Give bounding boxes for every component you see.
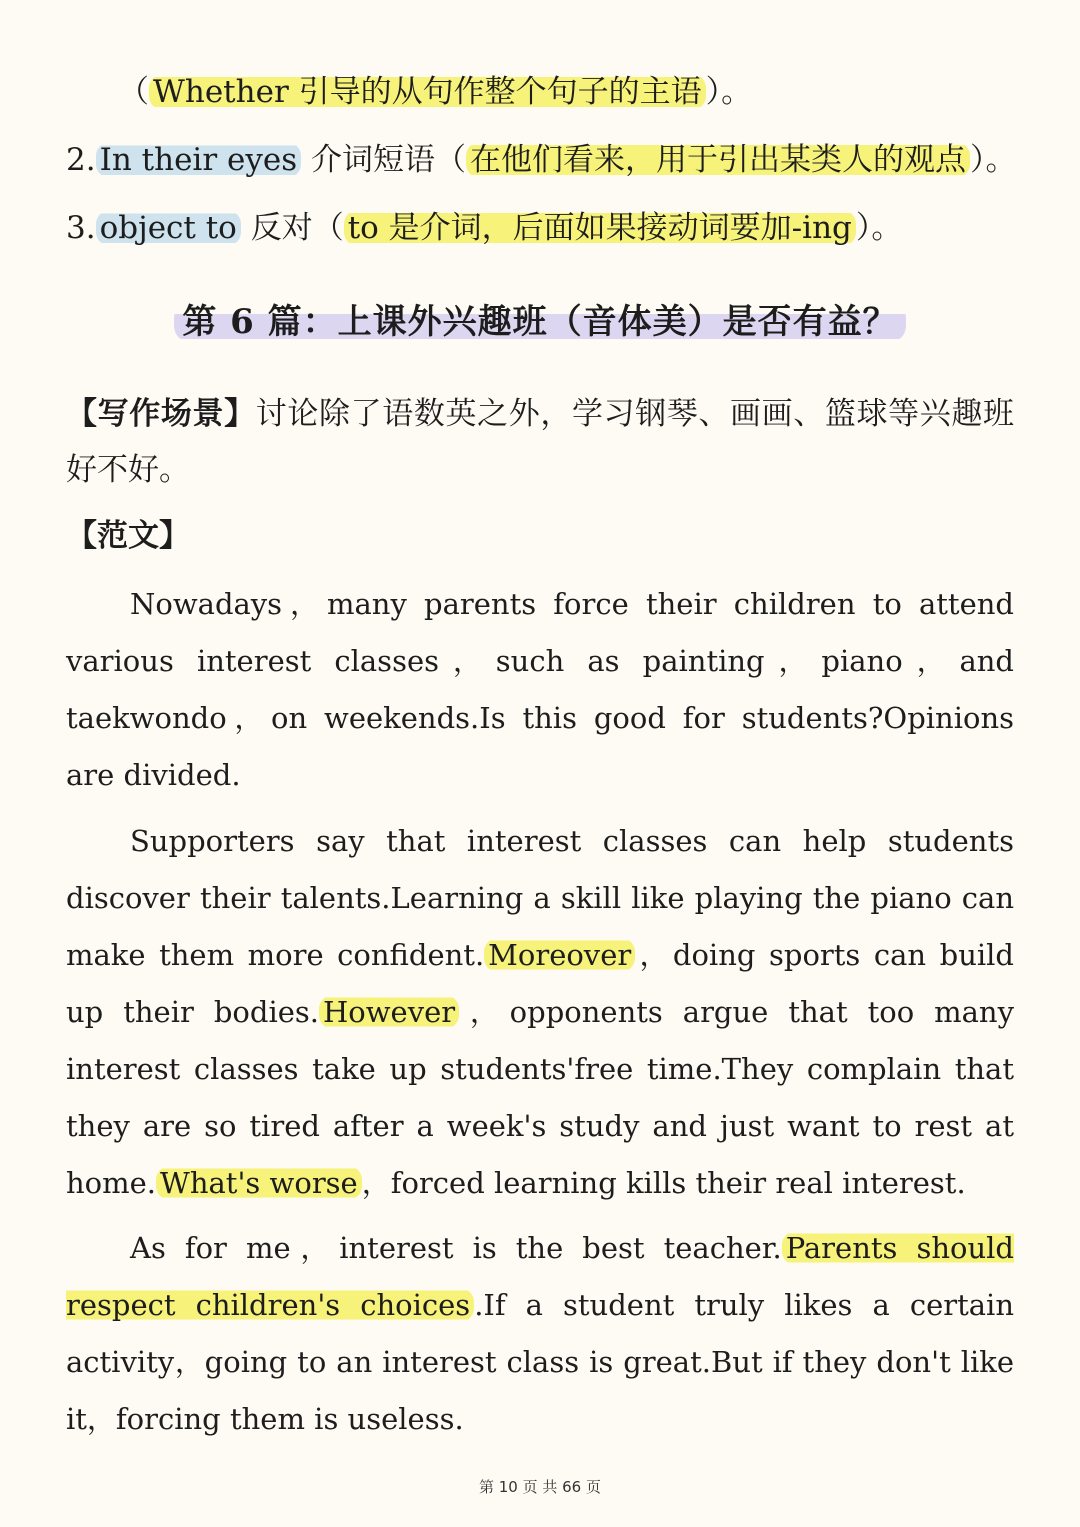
note-3-highlight: to 是介词，后面如果接动词要加-ing xyxy=(344,210,856,246)
note-line-2 xyxy=(66,138,1017,182)
note-line-1 xyxy=(118,70,1014,114)
essay-p2-highlight-however: However xyxy=(319,995,459,1029)
essay-p3-highlight: Parents should respect children's choices xyxy=(66,1231,1014,1322)
note-3-term: object to xyxy=(96,210,241,246)
essay-p2-text xyxy=(66,813,1014,1212)
model-essay-label: 【范文】 xyxy=(66,518,190,554)
essay-paragraph-2 xyxy=(66,813,1014,1212)
essay-paragraph-1 xyxy=(66,576,1014,804)
essay-paragraph-3 xyxy=(66,1220,1014,1448)
essay-p3-text xyxy=(66,1220,1014,1448)
essay-p2-part-b: ，doing sports can build up their bodies. xyxy=(66,938,1014,1029)
section-title-text: 第 6 篇：上课外兴趣班（音体美）是否有益？ xyxy=(174,302,905,342)
section-title xyxy=(0,298,1080,346)
note-3-middle: 反对（ xyxy=(240,210,344,246)
essay-p2-part-d: ，forced learning kills their real interest. xyxy=(361,1166,966,1200)
note-1-prefix: （ xyxy=(118,74,149,110)
note-3-suffix: ）。 xyxy=(855,210,903,246)
note-3-number: 3. xyxy=(66,210,96,246)
note-1-suffix: ）。 xyxy=(705,74,753,110)
essay-p1-text: Nowadays，many parents force their children to attend various interest classes，such as painting，piano，and taekwondo，on weekends.Is this good for students?Opinions are divided. xyxy=(66,587,1014,792)
writing-scene xyxy=(66,386,1014,498)
note-1-highlight: Whether 引导的从句作整个句子的主语 xyxy=(149,74,706,110)
page-number-footer: 第 10 页 共 66 页 xyxy=(478,1478,601,1496)
essay-p3-part-a: As for me，interest is the best teacher. xyxy=(130,1231,782,1265)
note-2-suffix: ）。 xyxy=(969,142,1017,178)
note-2-middle: 介词短语（ xyxy=(301,142,466,178)
scene-text: 讨论除了语数英之外，学习钢琴、画画、篮球等兴趣班好不好。 xyxy=(66,396,1015,488)
note-2-number: 2. xyxy=(66,142,96,178)
note-2-term: In their eyes xyxy=(96,142,302,178)
essay-p3-part-b: .If a student truly likes a certain activity，going to an interest class is great.But if they don't like it，forcing them is useless. xyxy=(66,1288,1014,1436)
essay-p2-part-c: ，opponents argue that too many interest classes take up students'free time.They complain that they are so tired after a week's study and just want to rest at home. xyxy=(66,995,1014,1200)
essay-p2-highlight-moreover: Moreover xyxy=(484,938,635,972)
essay-p2-highlight-whats-worse: What's worse xyxy=(156,1166,362,1200)
note-2-highlight: 在他们看来，用于引出某类人的观点 xyxy=(466,142,970,178)
essay-p2-part-a: Supporters say that interest classes can help students discover their talents.Learning a skill like playing the piano can make them more confident. xyxy=(66,824,1014,972)
scene-label: 【写作场景】 xyxy=(66,396,256,432)
note-line-3 xyxy=(66,206,1014,250)
